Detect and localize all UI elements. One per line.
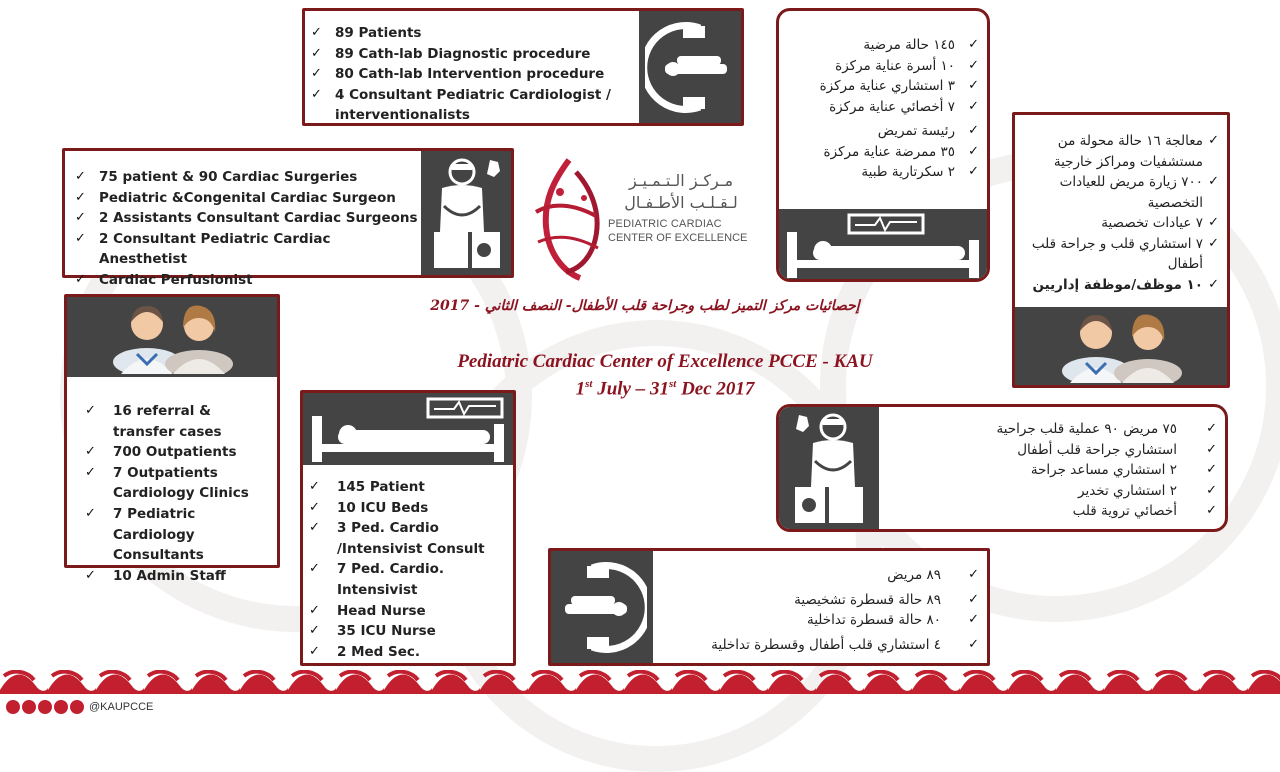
list-item: ✓ 10 ICU Beds (303, 498, 511, 519)
list-item: ✓ ٨٩ حالة قسطرة تشخيصية (667, 590, 987, 611)
list-item: ✓ ٨٠ حالة قسطرة تداخلية (667, 610, 987, 631)
facebook-icon[interactable] (54, 700, 68, 714)
surgery-english-card (62, 148, 514, 288)
list-item: ✓ استشاري جراحة قلب أطفال (895, 440, 1225, 461)
list-item: ✓ 89 Cath-lab Diagnostic procedure (305, 44, 625, 65)
pcce-logo (524, 152, 756, 288)
title-date-part: July – 31 (592, 378, 669, 400)
list-item: ✓ 10 Admin Staff (79, 566, 275, 587)
outpatient-arabic-card (1012, 112, 1230, 388)
list-item: ✓ ٢ استشاري مساعد جراحة (895, 460, 1225, 481)
list-item: ✓ 2 Consultant Pediatric Cardiac Anesthetist (69, 229, 419, 270)
pcce-logo-emblem (524, 152, 614, 282)
title-date-part: Dec 2017 (676, 378, 755, 400)
list-item: ✓ ٣٥ ممرضة عناية مركزة (777, 142, 987, 163)
surgery-arabic-list (895, 419, 1225, 522)
footer-social (6, 698, 153, 716)
list-item: ✓ ٨٩ مريض (667, 565, 987, 586)
cathlab-arabic-card (548, 548, 990, 666)
list-item: ✓ ١٠ أسرة عناية مركزة (777, 56, 987, 77)
title-date-part: 1 (575, 378, 586, 400)
logo-arabic-name: مـركـز الـتـمـيـز لـقـلـب الأطـفـال (624, 171, 738, 212)
cathlab-scanner-icon (639, 11, 741, 123)
list-item: ✓ Head Nurse (303, 601, 511, 622)
outpatient-arabic-list (1015, 131, 1227, 295)
list-item: ✓ رئيسة تمريض (777, 121, 987, 142)
title-date-sup: st (668, 378, 677, 390)
surgery-arabic-card (776, 404, 1228, 532)
list-item: ✓ ٤ استشاري قلب أطفال وقسطرة تداخلية (667, 635, 987, 656)
page-title-arabic: إحصائيات مركز التميز لطب وجراحة قلب الأطفال- النصف الثاني - 2017 (430, 298, 860, 314)
cathlab-english-list (305, 23, 625, 126)
title-date-sup: st (585, 378, 593, 390)
list-item: ✓ Cardiac Perfusionist (69, 270, 419, 291)
list-item: ✓ 35 ICU Nurse (303, 621, 511, 642)
cathlab-arabic-list (667, 565, 987, 655)
logo-line2: CENTER OF EXCELLENCE (608, 232, 748, 244)
list-item: ✓ ٧ استشاري قلب و جراحة قلب أطفال (1015, 234, 1227, 275)
logo-line1: PEDIATRIC CARDIAC (608, 218, 722, 230)
list-item: ✓ ٧٥ مريض ٩٠ عملية قلب جراحية (895, 419, 1225, 440)
icu-english-card (300, 390, 516, 666)
icu-english-list (303, 477, 511, 662)
list-item: ✓ 2 Med Sec. (303, 642, 511, 663)
list-item: ✓ Pediatric &Congenital Cardiac Surgeon (69, 188, 419, 209)
surgery-english-list (69, 167, 419, 291)
list-item: ✓ ٢ استشاري تخدير (895, 481, 1225, 502)
icu-arabic-card (776, 8, 990, 282)
list-item: ✓ ١٤٥ حالة مرضية (777, 35, 987, 56)
list-item: ✓ 3 Ped. Cardio /Intensivist Consult (303, 518, 511, 559)
list-item: ✓ ٧ عيادات تخصصية (1015, 213, 1227, 234)
cathlab-scanner-icon (551, 551, 653, 663)
list-item: ✓ 700 Outpatients (79, 442, 275, 463)
surgeon-operating-icon (421, 151, 511, 275)
list-item: ✓ 2 Assistants Consultant Cardiac Surgeons (69, 208, 419, 229)
instagram-icon[interactable] (22, 700, 36, 714)
doctors-icon (67, 297, 277, 377)
list-item: ✓ 4 Consultant Pediatric Cardiologist / interventionalists (305, 85, 625, 126)
doctors-icon (1015, 307, 1227, 385)
hospital-bed-monitor-icon (779, 209, 987, 281)
snapchat-icon[interactable] (6, 700, 20, 714)
list-item: ✓ ٧ أخصائي عناية مركزة (777, 97, 987, 118)
twitter-icon[interactable] (70, 700, 84, 714)
list-item: ✓ 89 Patients (305, 23, 625, 44)
list-item: ✓ 75 patient & 90 Cardiac Surgeries (69, 167, 419, 188)
list-item: ✓ ١٠ موظف/موظفة إداريين (1015, 275, 1227, 296)
hospital-bed-monitor-icon (303, 393, 513, 465)
list-item: ✓ 145 Patient (303, 477, 511, 498)
title-english-line1: Pediatric Cardiac Center of Excellence PCCE - KAU (457, 351, 873, 372)
outpatient-english-list (79, 401, 275, 586)
list-item: ✓ ٧٠٠ زيارة مريض للعيادات التخصصية (1015, 172, 1227, 213)
outpatient-english-card (64, 294, 280, 584)
cathlab-english-card (302, 8, 744, 126)
decorative-wave-band (0, 670, 1280, 694)
list-item: ✓ معالجة ١٦ حالة محولة من مستشفيات ومراكز خارجية (1015, 131, 1227, 172)
list-item: ✓ 7 Outpatients Cardiology Clinics (79, 463, 275, 504)
icu-arabic-list (777, 35, 987, 183)
list-item: ✓ 80 Cath-lab Intervention procedure (305, 64, 625, 85)
list-item: ✓ ٢ سكرتارية طبية (777, 162, 987, 183)
list-item: ✓ 7 Ped. Cardio. Intensivist (303, 559, 511, 600)
surgeon-operating-icon (779, 407, 879, 529)
list-item: ✓ أخصائي تروية قلب (895, 501, 1225, 522)
social-handle[interactable]: @KAUPCCE (89, 701, 154, 713)
youtube-icon[interactable] (38, 700, 52, 714)
list-item: ✓ ٣ استشاري عناية مركزة (777, 76, 987, 97)
list-item: ✓ 7 Pediatric Cardiology Consultants (79, 504, 275, 566)
list-item: ✓ 16 referral & transfer cases (79, 401, 275, 442)
